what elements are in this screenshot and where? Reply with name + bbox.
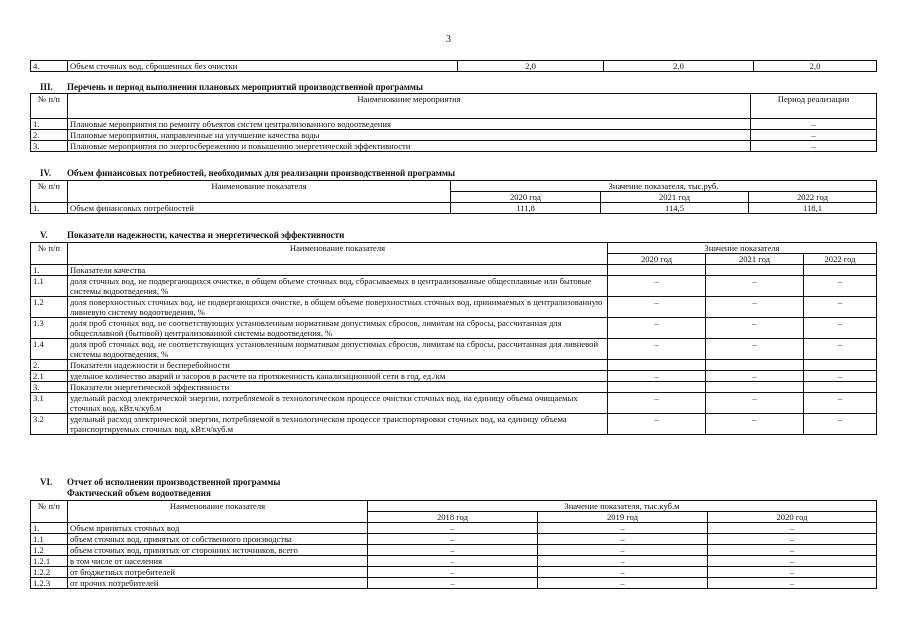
header-year: 2021 год [706,254,804,265]
row-value [608,360,706,371]
header-year: 2020 год [708,512,877,523]
row-name: Объем принятых сточных вод [68,523,368,534]
row-value: – [708,545,877,556]
row-name: Плановые мероприятия, направленные на улучшение качества воды [68,130,751,141]
row-value: – [804,297,877,318]
row-name: доля сточных вод, не подвергающихся очистке, в общем объеме сточных вод, сбрасываемых в централизованные общесплавные или бытовые системы водоотведения, % [68,276,608,297]
section-title: Объем финансовых потребностей, необходимых для реализации производственной программы [67,168,456,178]
section-3-table [30,93,877,152]
page-number: 3 [446,34,451,45]
row-period: – [751,130,877,141]
header-year: 2020 год [451,192,601,203]
row-value: – [538,534,708,545]
row-number: 1.2 [31,545,68,556]
row-name: удельный расход электрической энергии, потребляемой в технологическом процессе транспортировки сточных вод, на единицу объема транспортируемых сточных вод, кВт.ч/куб.м [68,414,608,435]
section-number: III. [40,82,53,92]
header-year: 2020 год [608,254,706,265]
row-number: 1.1 [31,534,68,545]
row-number: 3. [31,382,68,393]
row-number: 3.1 [31,393,68,414]
row-number: 1.1 [31,276,68,297]
row-number: 3.2 [31,414,68,435]
row-value: – [368,567,538,578]
row-name: Показатели энергетической эффективности [68,382,608,393]
section-6-subtitle: Фактический объем водоотведения [67,488,211,498]
row-number: 2. [31,130,68,141]
row-value: 2,0 [604,61,754,72]
header-year: 2022 год [804,254,877,265]
row-value [804,265,877,276]
row-value [804,382,877,393]
row-value: 2,0 [754,61,877,72]
row-number: 4. [31,61,68,72]
row-name: доля поверхностных сточных вод, не подвергающихся очистке, в общем объеме поверхностных сточных вод, принимаемых в централизованную ливневую систему водоотведения, % [68,297,608,318]
row-number: 1.3 [31,318,68,339]
row-value: – [708,534,877,545]
row-value: – [608,371,706,382]
row-name: Показатели надежности и бесперебойности [68,360,608,371]
row-value: – [706,276,804,297]
section-3-heading [40,82,423,92]
row-value: – [608,393,706,414]
row-value: – [706,297,804,318]
row-value [608,382,706,393]
row-value: – [708,578,877,589]
row-period: – [751,119,877,130]
section-number: VI. [40,477,53,487]
section-6-heading [40,477,280,487]
row-value [706,265,804,276]
section-title: Показатели надежности, качества и энергетической эффективности [67,230,345,240]
row-value: – [608,339,706,360]
row-period: – [751,141,877,152]
row-value: – [804,318,877,339]
row-value: – [708,567,877,578]
row-value: – [538,523,708,534]
row-value [706,382,804,393]
section-title: Перечень и период выполнения плановых мероприятий производственной программы [67,82,424,92]
header-number: № п/п [31,243,68,265]
header-year: 2022 год [749,192,877,203]
row-name: доля проб сточных вод, не соответствующих установленным нормативам допустимых сбросов, лимитам на сбросы, рассчитанная для ливневой системы водоотведения, % [68,339,608,360]
section-4-table [30,180,877,214]
row-name: Плановые мероприятия по ремонту объектов систем централизованного водоотведения [68,119,751,130]
row-value: 2,0 [458,61,604,72]
row-value: – [538,545,708,556]
row-value: – [368,534,538,545]
row-value [706,360,804,371]
header-value: Значение показателя, тыс.куб.м [368,501,877,512]
row-value: – [538,578,708,589]
row-name: Объем финансовых потребностей [68,203,451,214]
section-4-heading [40,168,455,178]
header-name: Наименование показателя [68,501,368,523]
row-value: – [538,567,708,578]
row-value: – [608,414,706,435]
section-number: V. [40,230,48,240]
row-name: Объем сточных вод, сброшенных без очистки [68,61,458,72]
row-name: объем сточных вод, принятых от сторонних источников, всего [68,545,368,556]
row-number: 2. [31,360,68,371]
row-number: 1. [31,523,68,534]
header-name: Наименование показателя [68,243,608,265]
header-number: № п/п [31,181,68,203]
header-year: 2021 год [601,192,749,203]
row-value: – [706,339,804,360]
row-name: Плановые мероприятия по энергосбережению и повышению энергетической эффективности [68,141,751,152]
row-value: – [706,318,804,339]
header-name: Наименование мероприятия [68,94,751,119]
row-number: 1.2 [31,297,68,318]
row-number: 1.2.3 [31,578,68,589]
row-value: – [368,556,538,567]
row-number: 1.4 [31,339,68,360]
section-5-table [30,242,877,435]
header-value: Значение показателя, тыс.руб. [451,181,877,192]
row-number: 2.1 [31,371,68,382]
row-name: от прочих потребителей [68,578,368,589]
row-value: – [708,523,877,534]
row-value: 114,5 [601,203,749,214]
top-row-table [30,60,877,72]
header-number: № п/п [31,501,68,523]
row-name: удельное количество аварий и засоров в расчете на протяженность канализационной сети в год, ед./км [68,371,608,382]
row-value: – [368,545,538,556]
row-value: – [804,414,877,435]
header-number: № п/п [31,94,68,119]
row-value: – [706,414,804,435]
header-period: Период реализации [751,94,877,119]
row-value: – [708,556,877,567]
header-name: Наименование показателя [68,181,451,203]
row-number: 1.2.2 [31,567,68,578]
row-number: 1. [31,119,68,130]
row-value: 118,1 [749,203,877,214]
row-value: – [804,339,877,360]
row-number: 1. [31,203,68,214]
row-name: от бюджетных потребителей [68,567,368,578]
header-value: Значение показателя [608,243,877,254]
row-value: – [368,578,538,589]
row-value: 111,8 [451,203,601,214]
row-name: Показатели качества [68,265,608,276]
header-year: 2019 год [538,512,708,523]
row-value: – [804,393,877,414]
section-6-table [30,500,877,589]
row-value [608,265,706,276]
row-value [804,360,877,371]
row-number: 1. [31,265,68,276]
row-number: 3. [31,141,68,152]
row-name: в том числе от населения [68,556,368,567]
row-name: удельный расход электрической энергии, потребляемой в технологическом процессе очистки сточных вод, на единицу объема очищаемых сточных вод, кВт.ч/куб.м [68,393,608,414]
row-value: – [706,393,804,414]
header-year: 2018 год [368,512,538,523]
row-name: доля проб сточных вод, не соответствующих установленным нормативам допустимых сбросов, лимитам на сбросы, рассчитанная для общесплавной (бытовой) централизованной системы водоотведения, % [68,318,608,339]
row-value: – [608,276,706,297]
row-name: объем сточных вод, принятых от собственного производства [68,534,368,545]
row-value: – [804,276,877,297]
row-value: – [538,556,708,567]
section-title: Отчет об исполнении производственной программы [67,477,281,487]
row-value: – [706,371,804,382]
section-number: IV. [40,168,52,178]
row-value: – [608,297,706,318]
row-value: – [368,523,538,534]
row-value: – [608,318,706,339]
section-5-heading [40,230,344,240]
row-number: 1.2.1 [31,556,68,567]
row-value: – [804,371,877,382]
